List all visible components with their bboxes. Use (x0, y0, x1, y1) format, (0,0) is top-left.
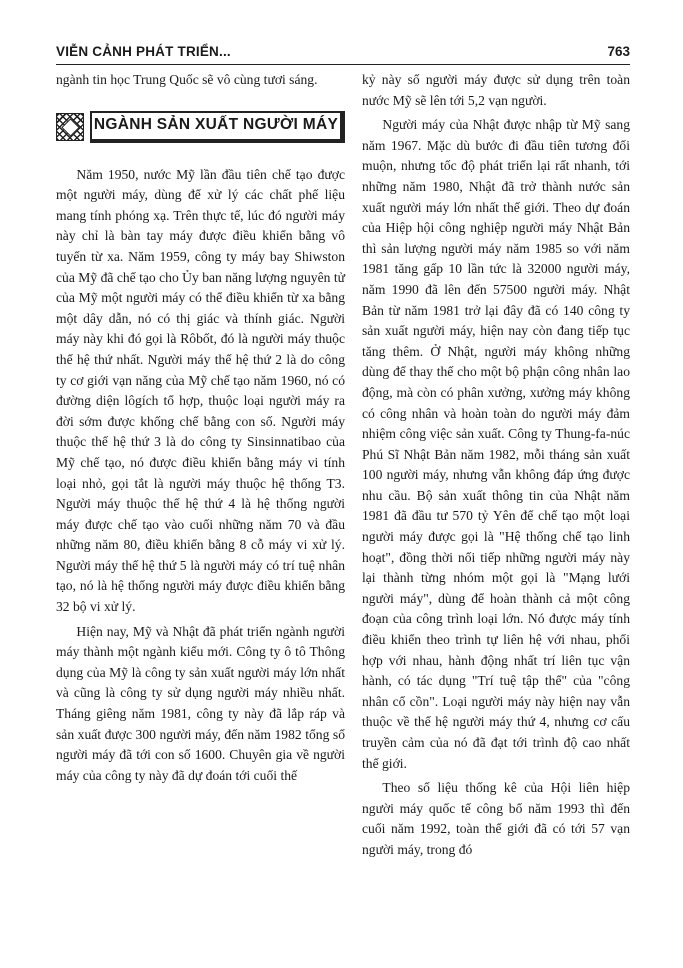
intro-paragraph: ngành tin học Trung Quốc sẽ vô cùng tươi sáng. (56, 72, 318, 87)
running-header (56, 42, 630, 65)
ornament-icon (56, 113, 84, 141)
running-title: VIỄN CẢNH PHÁT TRIỂN... (56, 44, 231, 59)
section-title: NGÀNH SẢN XUẤT NGƯỜI MÁY (93, 116, 339, 134)
left-column (56, 70, 345, 790)
body-paragraph: Hiện nay, Mỹ và Nhật đã phát triển ngành người máy thành một ngành kiểu mới. Công ty ô tô Thông dụng của Mỹ là công ty sản xuất người máy lớn nhất và cũng là công ty sử dụng người máy nhiều nhất. Tháng giêng năm 1981, công ty này đã lắp ráp và sản xuất được 300 người máy, đến năm 1982 tổng số người máy đã tới con số 1600. Chuyên gia về người máy của công ty này đã dự đoán tới cuối thế (56, 623, 345, 783)
body-paragraph: Năm 1950, nước Mỹ lần đầu tiên chế tạo được một người máy, dùng để xử lý các chất phế liệu mang tính phóng xạ. Trên thực tế, lúc đó người máy này chỉ là bàn tay máy được điều khiển bằng vô tuyến từ xa. Năm 1959, công ty máy bay Shiwston của Mỹ đã chế tạo cho Ủy ban năng lượng nguyên tử của Mỹ một người máy có thể điều khiển từ xa bằng một dây dẫn, nó có thị giác và thính giác. Người máy này khi đó gọi là Rôbốt, đó là người máy thuộc thế hệ thứ nhất. Người máy thế hệ thứ 2 là do công ty cơ giới vạn năng của Mỹ chế tạo năm 1960, nó có đường diện lôgích tổ hợp, thuộc loại người máy ra đời sớm được khống chế bằng con số. Người máy thuộc thế hệ thứ 3 là do công ty Sinsinnatibao của Mỹ chế tạo, nó được điều khiển bằng máy vi tính loại nhỏ, gọi tắt là người máy thuộc hệ thống T3. Người máy thuộc thế hệ thứ 4 là hệ thống người máy được chế tạo vào cuối những năm 70 và đầu những năm 80, điều khiển bằng 8 cỗ máy vi xử lý. Người máy thế hệ thứ 5 là người máy có trí tuệ nhân tạo, nó là hệ thống người máy được điều khiển bằng 32 bộ vi xử lý. (56, 166, 345, 615)
page-number: 763 (607, 44, 630, 59)
right-column (362, 70, 630, 865)
body-paragraph: Theo số liệu thống kê của Hội liên hiệp người máy quốc tế công bố năm 1993 thì đến cuối năm 1992, toàn thế giới đã có tới 57 vạn người máy, trong đó (362, 780, 630, 857)
section-title-box (90, 111, 345, 143)
section-heading (56, 105, 345, 149)
continued-paragraph: kỷ này số người máy được sử dụng trên toàn nước Mỹ sẽ lên tới 5,2 vạn người. (362, 72, 630, 108)
body-paragraph: Người máy của Nhật được nhập từ Mỹ sang năm 1967. Mặc dù bước đi đầu tiên tương đối muộn, nhưng tốc độ phát triển lại rất nhanh, tới những năm 1980, Nhật đã trở thành nước sản xuất người máy lớn nhất thế giới. Theo dự đoán của Hiệp hội công nghiệp người máy Nhật Bản thì sản lượng người máy năm 1985 so với năm 1981 tăng gấp 10 lần tức là 32000 người máy, năm 1990 đã lên đến 57500 người máy. Nhật Bản từ năm 1981 trở lại đây đã có 140 công ty sản xuất người máy, hiện nay còn đang tiếp tục tăng thêm. Ở Nhật, người máy không những dùng để thay thế cho một bộ phận công nhân lao động, mà còn có phân xưởng, xưởng máy không có công nhân và hoàn toàn do người máy đảm nhiệm công việc sản xuất. Công ty Thung-fa-núc Phú Sĩ Nhật Bản năm 1982, mỗi tháng sản xuất 100 người máy, nhưng vẫn không đáp ứng được nhu cầu. Bộ sản xuất thông tin của Nhật năm 1981 đã đầu tư 570 tỷ Yên để chế tạo một loại người máy được gọi là "Hệ thống chế tạo linh hoạt", đồng thời nối tiếp những người máy này lại thành từng nhóm một gọi là "Mạng lưới người máy", dùng để hoàn thành cả một công đoạn của công trình loại lớn. Nó được máy tính điều khiển theo trình tự liên hệ với nhau, phối hợp với nhau, hành động nhất trí liên tục vận hành, có tác dụng "Trí tuệ tập thể" của "công nhân cổ cồn". Loại người máy này hiện nay vẫn thuộc về thế hệ người máy thứ 4, nhưng cơ cấu truyền cảm của nó đã đạt tới trình độ cao nhất thế giới. (362, 117, 630, 771)
